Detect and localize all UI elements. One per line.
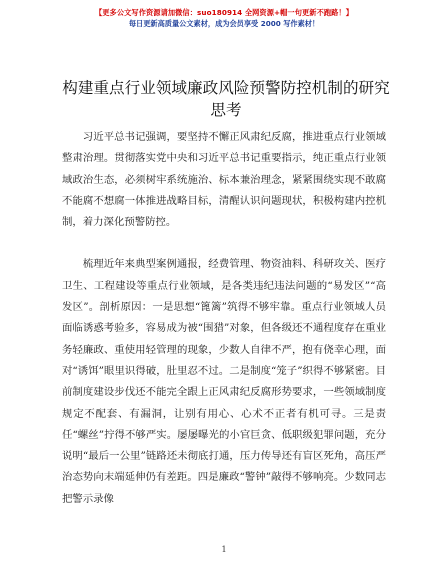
promo-banner (0, 8, 448, 29)
document-body (62, 127, 386, 510)
paragraph-analysis: 梳理近年来典型案例通报，经费管理、物资油料、科研攻关、医疗卫生、工程建设等重点行业领域，是各类违纪违法问题的“易发区”“高发区”。剖析原因：一是思想“篦篱”筑得不够牢靠。重点行业领域人员面临诱惑考验多，容易成为被“围猎”对象，但各级还不通程度存在重业务轻廉政、重使用轻管理的现象，少数人自律不严，抱有侥幸心理，面对“诱饵”眼里识得破，肚里忍不过。二是制度“笼子”织得不够紧密。目前制度建设步伐还不能完全跟上正风肃纪反腐形势要求，一些领域制度规定不配套、有漏洞，让别有用心、心术不正者有机可寻。三是责任“螺丝”拧得不够严实。屡屡曝光的小官巨贪、低职级犯罪问题，充分说明“最后一公里”链路还未彻底打通，压力传导还有盲区死角，高压严治态势向末端延伸仍有差距。四是廉政“警钟”敲得不够响亮。少数同志把警示录像 (62, 258, 386, 505)
paragraph-intro: 习近平总书记强调，要坚持不懈正风肃纪反腐，推进重点行业领域整肃治理。贯彻落实党中央和习近平总书记重要指示，纯正重点行业领域政治生态，必须树牢系统施治、标本兼治理念，紧紧围绕实现不敢腐不能腐不想腐一体推进战略目标，清醒认识问题现状，积极构建内控机制，着力深化预警防控。 (62, 131, 386, 229)
document-title: 构建重点行业领域廉政风险预警防控机制的研究思考 (62, 79, 390, 119)
promo-banner-line2: 每日更新高质量公文素材，成为会员享受 2000 写作素材！ (128, 19, 320, 28)
promo-banner-line1: 【更多公文写作资源请加微信：suo180914 全网资源+帽一句更新不跑路！】 (94, 8, 354, 17)
page-number: 1 (221, 545, 227, 554)
